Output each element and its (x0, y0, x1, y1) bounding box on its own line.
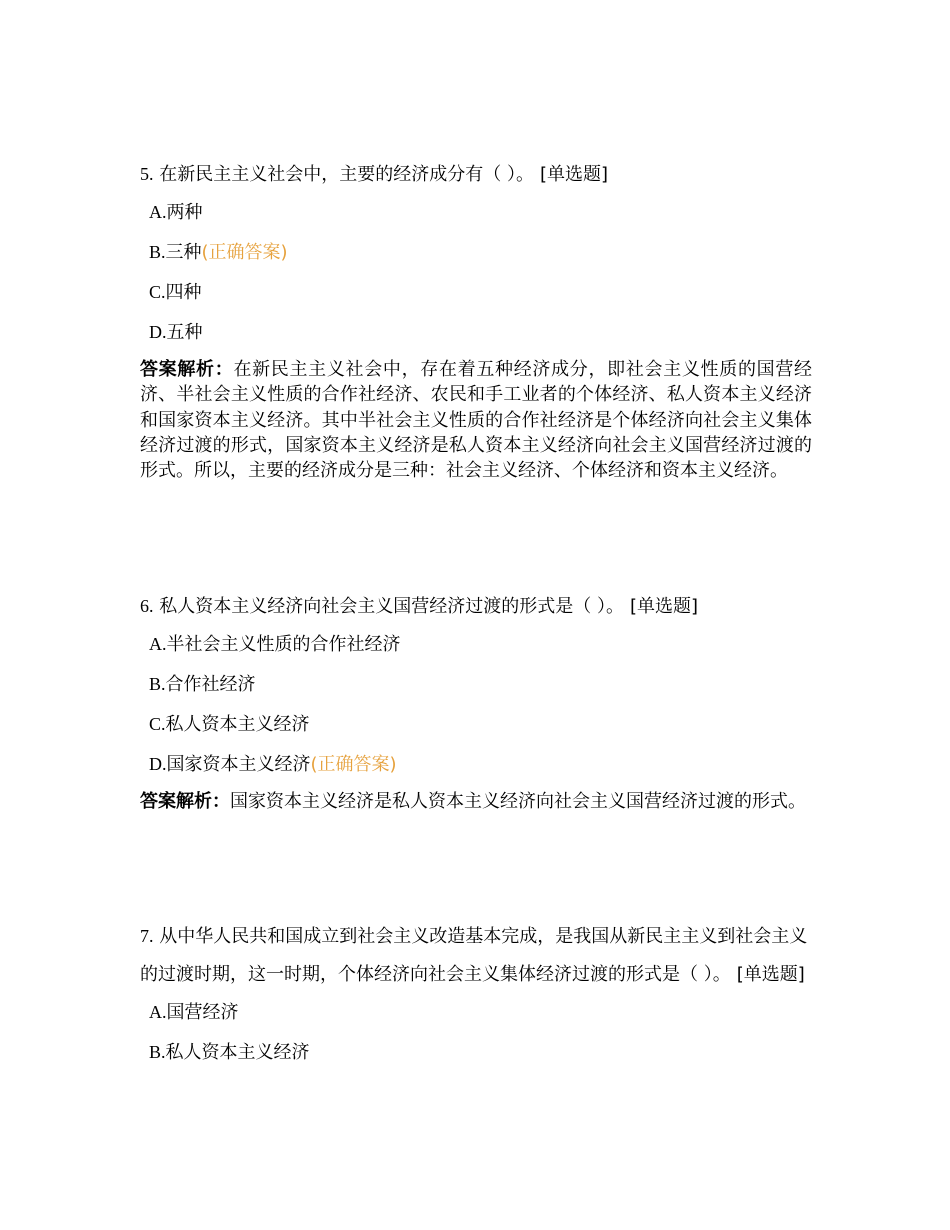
option-c[interactable] (149, 281, 812, 303)
analysis-label: 答案解析： (140, 791, 230, 812)
question-number: 7. (140, 926, 154, 946)
option-text: 私人资本主义经济 (165, 714, 310, 735)
analysis-label: 答案解析： (140, 359, 234, 380)
option-letter: B. (149, 674, 166, 694)
option-letter: C. (149, 282, 166, 302)
option-text: 私人资本主义经济 (165, 1042, 310, 1063)
option-text: 两种 (166, 202, 203, 223)
question-type: [单选题] (539, 164, 609, 185)
correct-answer-mark: (正确答案) (201, 242, 288, 263)
option-letter: D. (149, 754, 167, 774)
option-a[interactable] (149, 1001, 812, 1023)
question-title (140, 917, 812, 994)
question-title (140, 155, 812, 194)
option-text: 五种 (166, 322, 203, 343)
option-b[interactable] (149, 1041, 812, 1063)
options-list (140, 1001, 812, 1063)
option-letter: A. (149, 634, 167, 654)
option-a[interactable] (149, 633, 812, 655)
analysis-text: 国家资本主义经济是私人资本主义经济向社会主义国营经济过渡的形式。 (230, 791, 806, 812)
option-letter: D. (149, 322, 167, 342)
option-letter: A. (149, 202, 167, 222)
options-list (140, 633, 812, 775)
question-type: [单选题] (629, 596, 699, 617)
answer-analysis (140, 789, 812, 814)
option-letter: C. (149, 714, 166, 734)
option-c[interactable] (149, 713, 812, 735)
question-number: 6. (140, 596, 154, 616)
option-text: 国家资本主义经济 (166, 754, 311, 775)
option-letter: A. (149, 1002, 167, 1022)
option-text: 四种 (165, 282, 202, 303)
option-text: 合作社经济 (165, 674, 256, 695)
question-type: [单选题] (736, 964, 805, 985)
question-6 (140, 587, 812, 814)
question-title (140, 587, 812, 626)
question-text: 私人资本主义经济向社会主义国营经济过渡的形式是（ ）。 (159, 596, 624, 617)
question-7 (140, 917, 812, 1081)
option-letter: B. (149, 242, 166, 262)
option-a[interactable] (149, 201, 812, 223)
option-b[interactable] (149, 673, 812, 695)
answer-analysis (140, 357, 812, 483)
option-b[interactable] (149, 241, 812, 263)
option-d[interactable] (149, 753, 812, 775)
option-d[interactable] (149, 321, 812, 343)
option-text: 国营经济 (166, 1002, 239, 1023)
question-text: 在新民主主义社会中，主要的经济成分有（ ）。 (159, 164, 534, 185)
question-5 (140, 155, 812, 483)
question-number: 5. (140, 164, 154, 184)
analysis-text: 在新民主主义社会中，存在着五种经济成分，即社会主义性质的国营经济、半社会主义性质的合作社经济、农民和手工业者的个体经济、私人资本主义经济和国家资本主义经济。其中半社会主义性质的合作社经济是个体经济向社会主义集体经济过渡的形式，国家资本主义经济是私人资本主义经济向社会主义国营经济过渡的形式。所以，主要的经济成分是三种：社会主义经济、个体经济和资本主义经济。 (140, 359, 813, 482)
correct-answer-mark: (正确答案) (310, 754, 397, 775)
options-list (140, 201, 812, 343)
option-text: 三种 (165, 242, 202, 263)
option-text: 半社会主义性质的合作社经济 (166, 634, 401, 655)
option-letter: B. (149, 1042, 166, 1062)
question-text: 从中华人民共和国成立到社会主义改造基本完成，是我国从新民主主义到社会主义的过渡时期，这一时期，个体经济向社会主义集体经济过渡的形式是（ ）。 (140, 926, 808, 985)
